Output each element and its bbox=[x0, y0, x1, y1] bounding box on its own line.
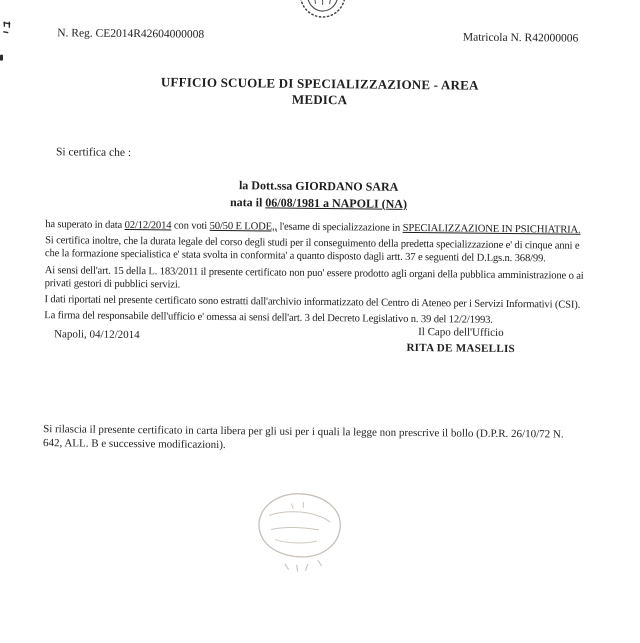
office-title-line1: UFFICIO SCUOLE DI SPECIALIZZAZIONE - AREA bbox=[160, 74, 479, 93]
legal-restriction-paragraph: Ai sensi dell'art. 15 della L. 183/2011 il presente certificato non puo' essere prodotto agli organi della pubblica amministrazione o ai privati gestori di pubblici servizi. bbox=[44, 264, 584, 291]
top-seal-icon bbox=[297, 0, 347, 20]
subject-block bbox=[0, 175, 639, 216]
place-date: Napoli, 04/12/2014 bbox=[54, 328, 140, 342]
matricola-number: Matricola N. R42000006 bbox=[462, 31, 579, 45]
exam-date: 02/12/2014 bbox=[124, 219, 172, 232]
scan-artifact bbox=[0, 55, 3, 61]
exam-grade: 50/50 E LODE,, bbox=[209, 220, 278, 233]
duration-paragraph: Si certifica inoltre, che la durata legale del corso degli studi per il conseguimento della predetta specializzazione e' di cinque anni e che la formazione specialistica e' stata svolta in conformita' a quanto disposto dagli artt. 37 e seguenti del D.Lgs.n. 368/99. bbox=[44, 235, 580, 265]
data-source-paragraph: I dati riportati nel presente certificato sono estratti dall'archivio informatizzato del Centro di Ateneo per i Servizi Informativi (CSI). bbox=[44, 294, 581, 311]
signer-role: Il Capo dell'Ufficio bbox=[418, 326, 504, 340]
office-title-line2: MEDICA bbox=[291, 91, 348, 107]
exam-seg2: con voti bbox=[171, 220, 210, 232]
office-title bbox=[0, 73, 640, 111]
certify-intro: Si certifica che : bbox=[55, 146, 132, 160]
exam-seg3: l'esame di specializzazione in bbox=[276, 221, 403, 234]
signature-block bbox=[54, 326, 516, 356]
exam-specialization: SPECIALIZZAZIONE IN PSICHIATRIA. bbox=[402, 222, 581, 236]
birth-prefix: nata il bbox=[229, 195, 266, 210]
holder-name: la Dott.ssa GIORDANO SARA bbox=[238, 178, 399, 194]
signer-name: RITA DE MASELLIS bbox=[406, 342, 516, 356]
signature-omission-paragraph: La firma del responsabile dell'ufficio e' omessa ai sensi dell'art. 3 del Decreto Legislativo n. 39 del 12/2/1993. bbox=[44, 310, 493, 327]
exam-seg1: ha superato in data bbox=[45, 219, 125, 231]
release-note: Si rilascia il presente certificato in carta libera per gli usi per i quali la legge non prescrive il bollo (D.P.R. 26/10/72 N. 642, ALL. B e successive modificazioni). bbox=[42, 423, 564, 452]
birth-detail: 06/08/1981 a NAPOLI (NA) bbox=[265, 195, 408, 211]
registration-number: N. Reg. CE2014R42604000008 bbox=[57, 27, 205, 41]
bottom-stamp-icon bbox=[245, 485, 356, 581]
signer bbox=[406, 326, 515, 355]
scan-artifact bbox=[2, 21, 12, 35]
